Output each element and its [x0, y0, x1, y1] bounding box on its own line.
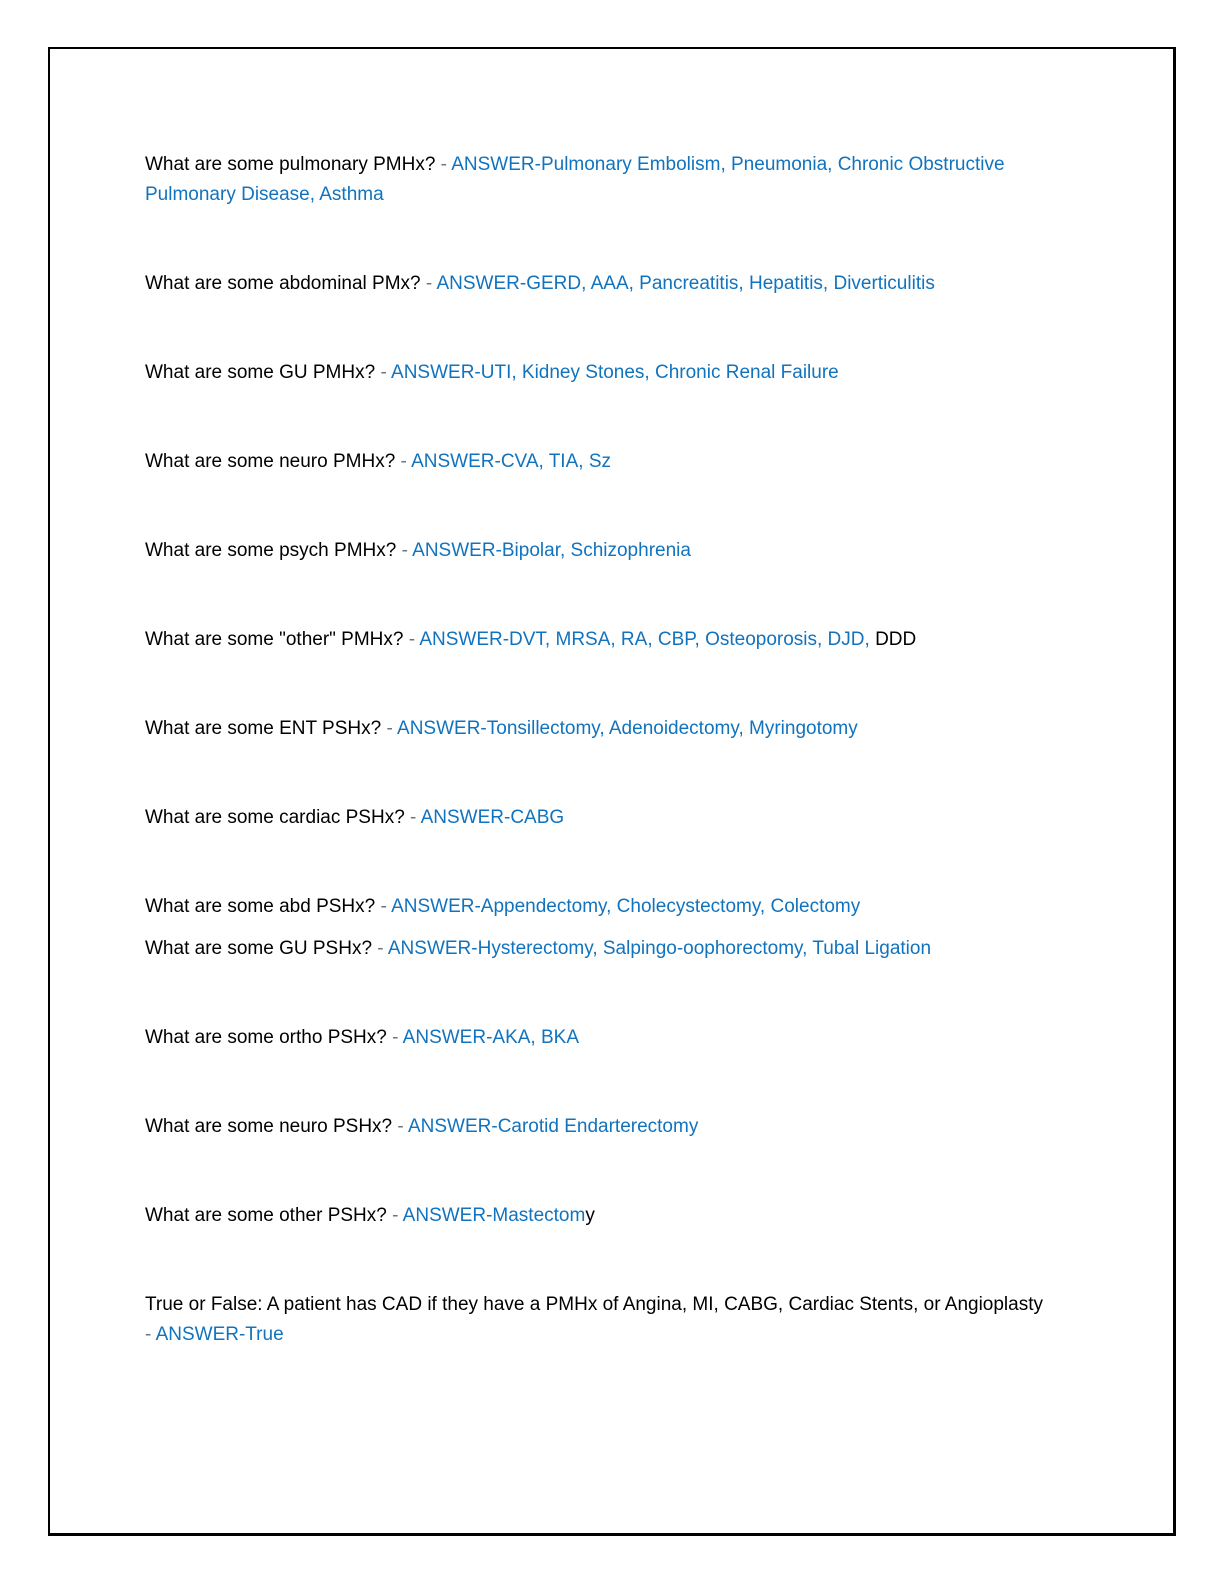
- separator-dash: -: [420, 273, 437, 294]
- answer-suffix: y: [585, 1205, 595, 1226]
- answer-line: [145, 1320, 1073, 1350]
- answer-text: ANSWER-CABG: [420, 807, 565, 828]
- separator-dash: -: [386, 1205, 403, 1226]
- question-text: What are some psych PMHx?: [145, 540, 397, 561]
- separator-dash: -: [381, 718, 398, 739]
- qa-item: [145, 447, 1073, 477]
- separator-dash: -: [375, 362, 392, 383]
- question-text: What are some ortho PSHx?: [145, 1027, 387, 1048]
- answer-text: ANSWER-DVT, MRSA, RA, CBP, Osteoporosis, DJD,: [419, 629, 870, 650]
- qa-item: [145, 714, 1073, 744]
- question-text: What are some other PSHx?: [145, 1205, 387, 1226]
- answer-text: ANSWER-Appendectomy, Cholecystectomy, Colectomy: [391, 896, 861, 917]
- question-text: True or False: A patient has CAD if they have a PMHx of Angina, MI, CABG, Cardiac Stents, or Angioplasty: [145, 1294, 1044, 1315]
- answer-text: ANSWER-Pulmonary Embolism, Pneumonia, Chronic Obstructive Pulmonary Disease, Asthma: [145, 154, 1005, 205]
- question-text: What are some cardiac PSHx?: [145, 807, 405, 828]
- qa-item: [145, 803, 1073, 833]
- qa-item: [145, 358, 1073, 388]
- page-border-frame: [48, 47, 1176, 1536]
- separator-dash: -: [435, 154, 452, 175]
- separator-dash: -: [372, 938, 388, 959]
- qa-item: [145, 934, 1073, 964]
- question-text: What are some pulmonary PMHx?: [145, 154, 436, 175]
- question-text: What are some GU PSHx?: [145, 938, 373, 959]
- answer-text: ANSWER-CVA, TIA, Sz: [411, 451, 611, 472]
- qa-item: [145, 1112, 1073, 1142]
- answer-text: ANSWER-Mastectom: [402, 1205, 586, 1226]
- answer-suffix: DDD: [869, 629, 917, 650]
- qa-item: [145, 1290, 1073, 1350]
- answer-text: ANSWER-Hysterectomy, Salpingo-oophorectomy, Tubal Ligation: [387, 938, 932, 959]
- qa-item: [145, 625, 1073, 655]
- answer-text: ANSWER-Carotid Endarterectomy: [407, 1116, 699, 1137]
- separator-dash: -: [396, 540, 413, 561]
- qa-item: [145, 1201, 1073, 1231]
- question-text: What are some neuro PMHx?: [145, 451, 396, 472]
- separator-dash: -: [145, 1324, 156, 1345]
- separator-dash: -: [404, 807, 421, 828]
- answer-text: ANSWER-UTI, Kidney Stones, Chronic Renal Failure: [391, 362, 839, 383]
- separator-dash: -: [386, 1027, 403, 1048]
- separator-dash: -: [395, 451, 412, 472]
- answer-text: ANSWER-Bipolar, Schizophrenia: [412, 540, 691, 561]
- question-text: What are some ENT PSHx?: [145, 718, 382, 739]
- answer-text: ANSWER-GERD, AAA, Pancreatitis, Hepatitis, Diverticulitis: [436, 273, 935, 294]
- qa-item: [145, 1023, 1073, 1053]
- qa-item: [145, 150, 1073, 210]
- answer-text: ANSWER-AKA, BKA: [402, 1027, 579, 1048]
- answer-text: ANSWER-True: [155, 1324, 284, 1345]
- qa-item: [145, 892, 1073, 922]
- qa-item: [145, 536, 1073, 566]
- question-text: What are some "other" PMHx?: [145, 629, 404, 650]
- separator-dash: -: [392, 1116, 408, 1137]
- question-text: What are some neuro PSHx?: [145, 1116, 393, 1137]
- answer-text: ANSWER-Tonsillectomy, Adenoidectomy, Myringotomy: [397, 718, 858, 739]
- question-text: What are some abdominal PMx?: [145, 273, 421, 294]
- separator-dash: -: [375, 896, 392, 917]
- separator-dash: -: [403, 629, 420, 650]
- question-text: What are some abd PSHx?: [145, 896, 376, 917]
- question-text: What are some GU PMHx?: [145, 362, 376, 383]
- qa-item: [145, 269, 1073, 299]
